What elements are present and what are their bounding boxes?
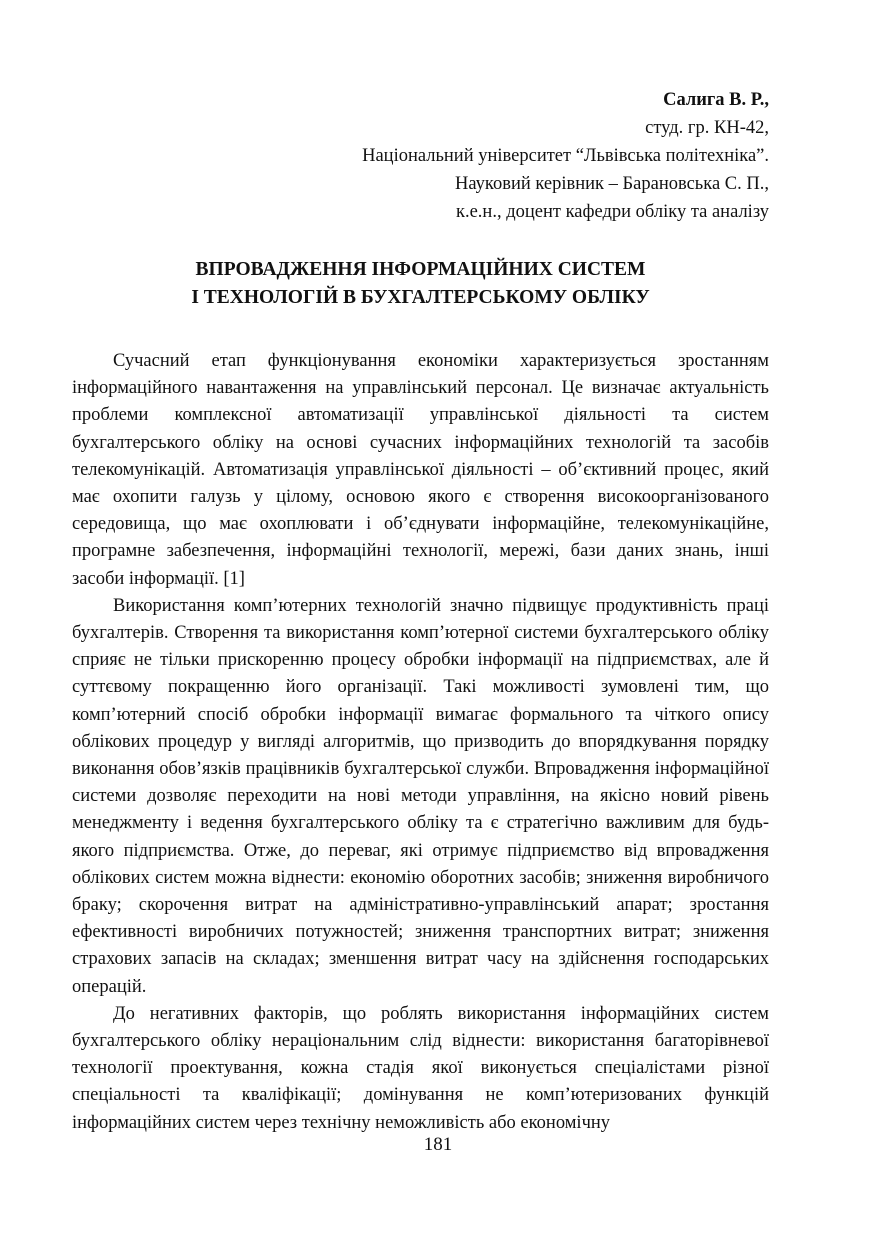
- author-info: [72, 86, 769, 226]
- article-title: [72, 256, 769, 312]
- page-content: [72, 86, 769, 1137]
- author-name: Салига В. Р.,: [663, 90, 769, 110]
- title-line-2: І ТЕХНОЛОГІЙ В БУХГАЛТЕРСЬКОМУ ОБЛІКУ: [191, 287, 650, 308]
- supervisor: Науковий керівник – Барановська С. П.,: [455, 174, 769, 194]
- university-name: Національний університет “Львівська політехніка”.: [362, 146, 769, 166]
- student-group: студ. гр. КН-42,: [645, 118, 769, 138]
- title-line-1: ВПРОВАДЖЕННЯ ІНФОРМАЦІЙНИХ СИСТЕМ: [195, 259, 646, 280]
- paragraph: Використання комп’ютерних технологій значно підвищує продуктивність праці бухгалтерів. Створення та використання комп’ютерної системи бухгалтерського обліку сприяє не тільки прискоренню процесу обробки інформації на підприємствах, але й суттєвому покращенню його організації. Такі можливості зумовлені тим, що комп’ютерний спосіб обробки інформації вимагає формального та чіткого опису облікових процедур у вигляді алгоритмів, що призводить до впорядкування порядку виконання обов’язків працівників бухгалтерської служби. Впровадження інформаційної системи дозволяє переходити на нові методи управління, на якісно новий рівень менеджменту і ведення бухгалтерського обліку та є стратегічно важливим для будь-якого підприємства. Отже, до переваг, які отримує підприємство від впровадження облікових систем можна віднести: економію оборотних засобів; зниження виробничого браку; скорочення витрат на адміністративно-управлінський апарат; зростання ефективності виробничих потужностей; зниження транспортних витрат; зниження страхових запасів на складах; зменшення витрат часу на здійснення господарських операцій.: [72, 595, 769, 997]
- paragraph: До негативних факторів, що роблять використання інформаційних систем бухгалтерського обліку нераціональним слід віднести: використання багаторівневої технології проектування, кожна стадія якої виконується спеціалістами різної спеціальності та кваліфікації; домінування не комп’ютеризованих функцій інформаційних систем через технічну неможливість або економічну: [72, 1003, 769, 1133]
- page-number: 181: [423, 1134, 453, 1155]
- paragraph: Сучасний етап функціонування економіки характеризується зростанням інформаційного навантаження на управлінський персонал. Це визначає актуальність проблеми комплексної автоматизації управлінської діяльності та систем бухгалтерського обліку на основі сучасних інформаційних технологій та засобів телекомунікацій. Автоматизація управлінської діяльності – об’єктивний процес, який має охопити галузь у цілому, основою якого є створення високоорганізованого середовища, що має охоплювати і об’єднувати інформаційне, телекомунікаційне, програмне забезпечення, інформаційні технології, мережі, бази даних знань, інші засоби інформації. [1]: [72, 351, 769, 589]
- article-body: [72, 348, 769, 1137]
- supervisor-title: к.е.н., доцент кафедри обліку та аналізу: [455, 202, 769, 222]
